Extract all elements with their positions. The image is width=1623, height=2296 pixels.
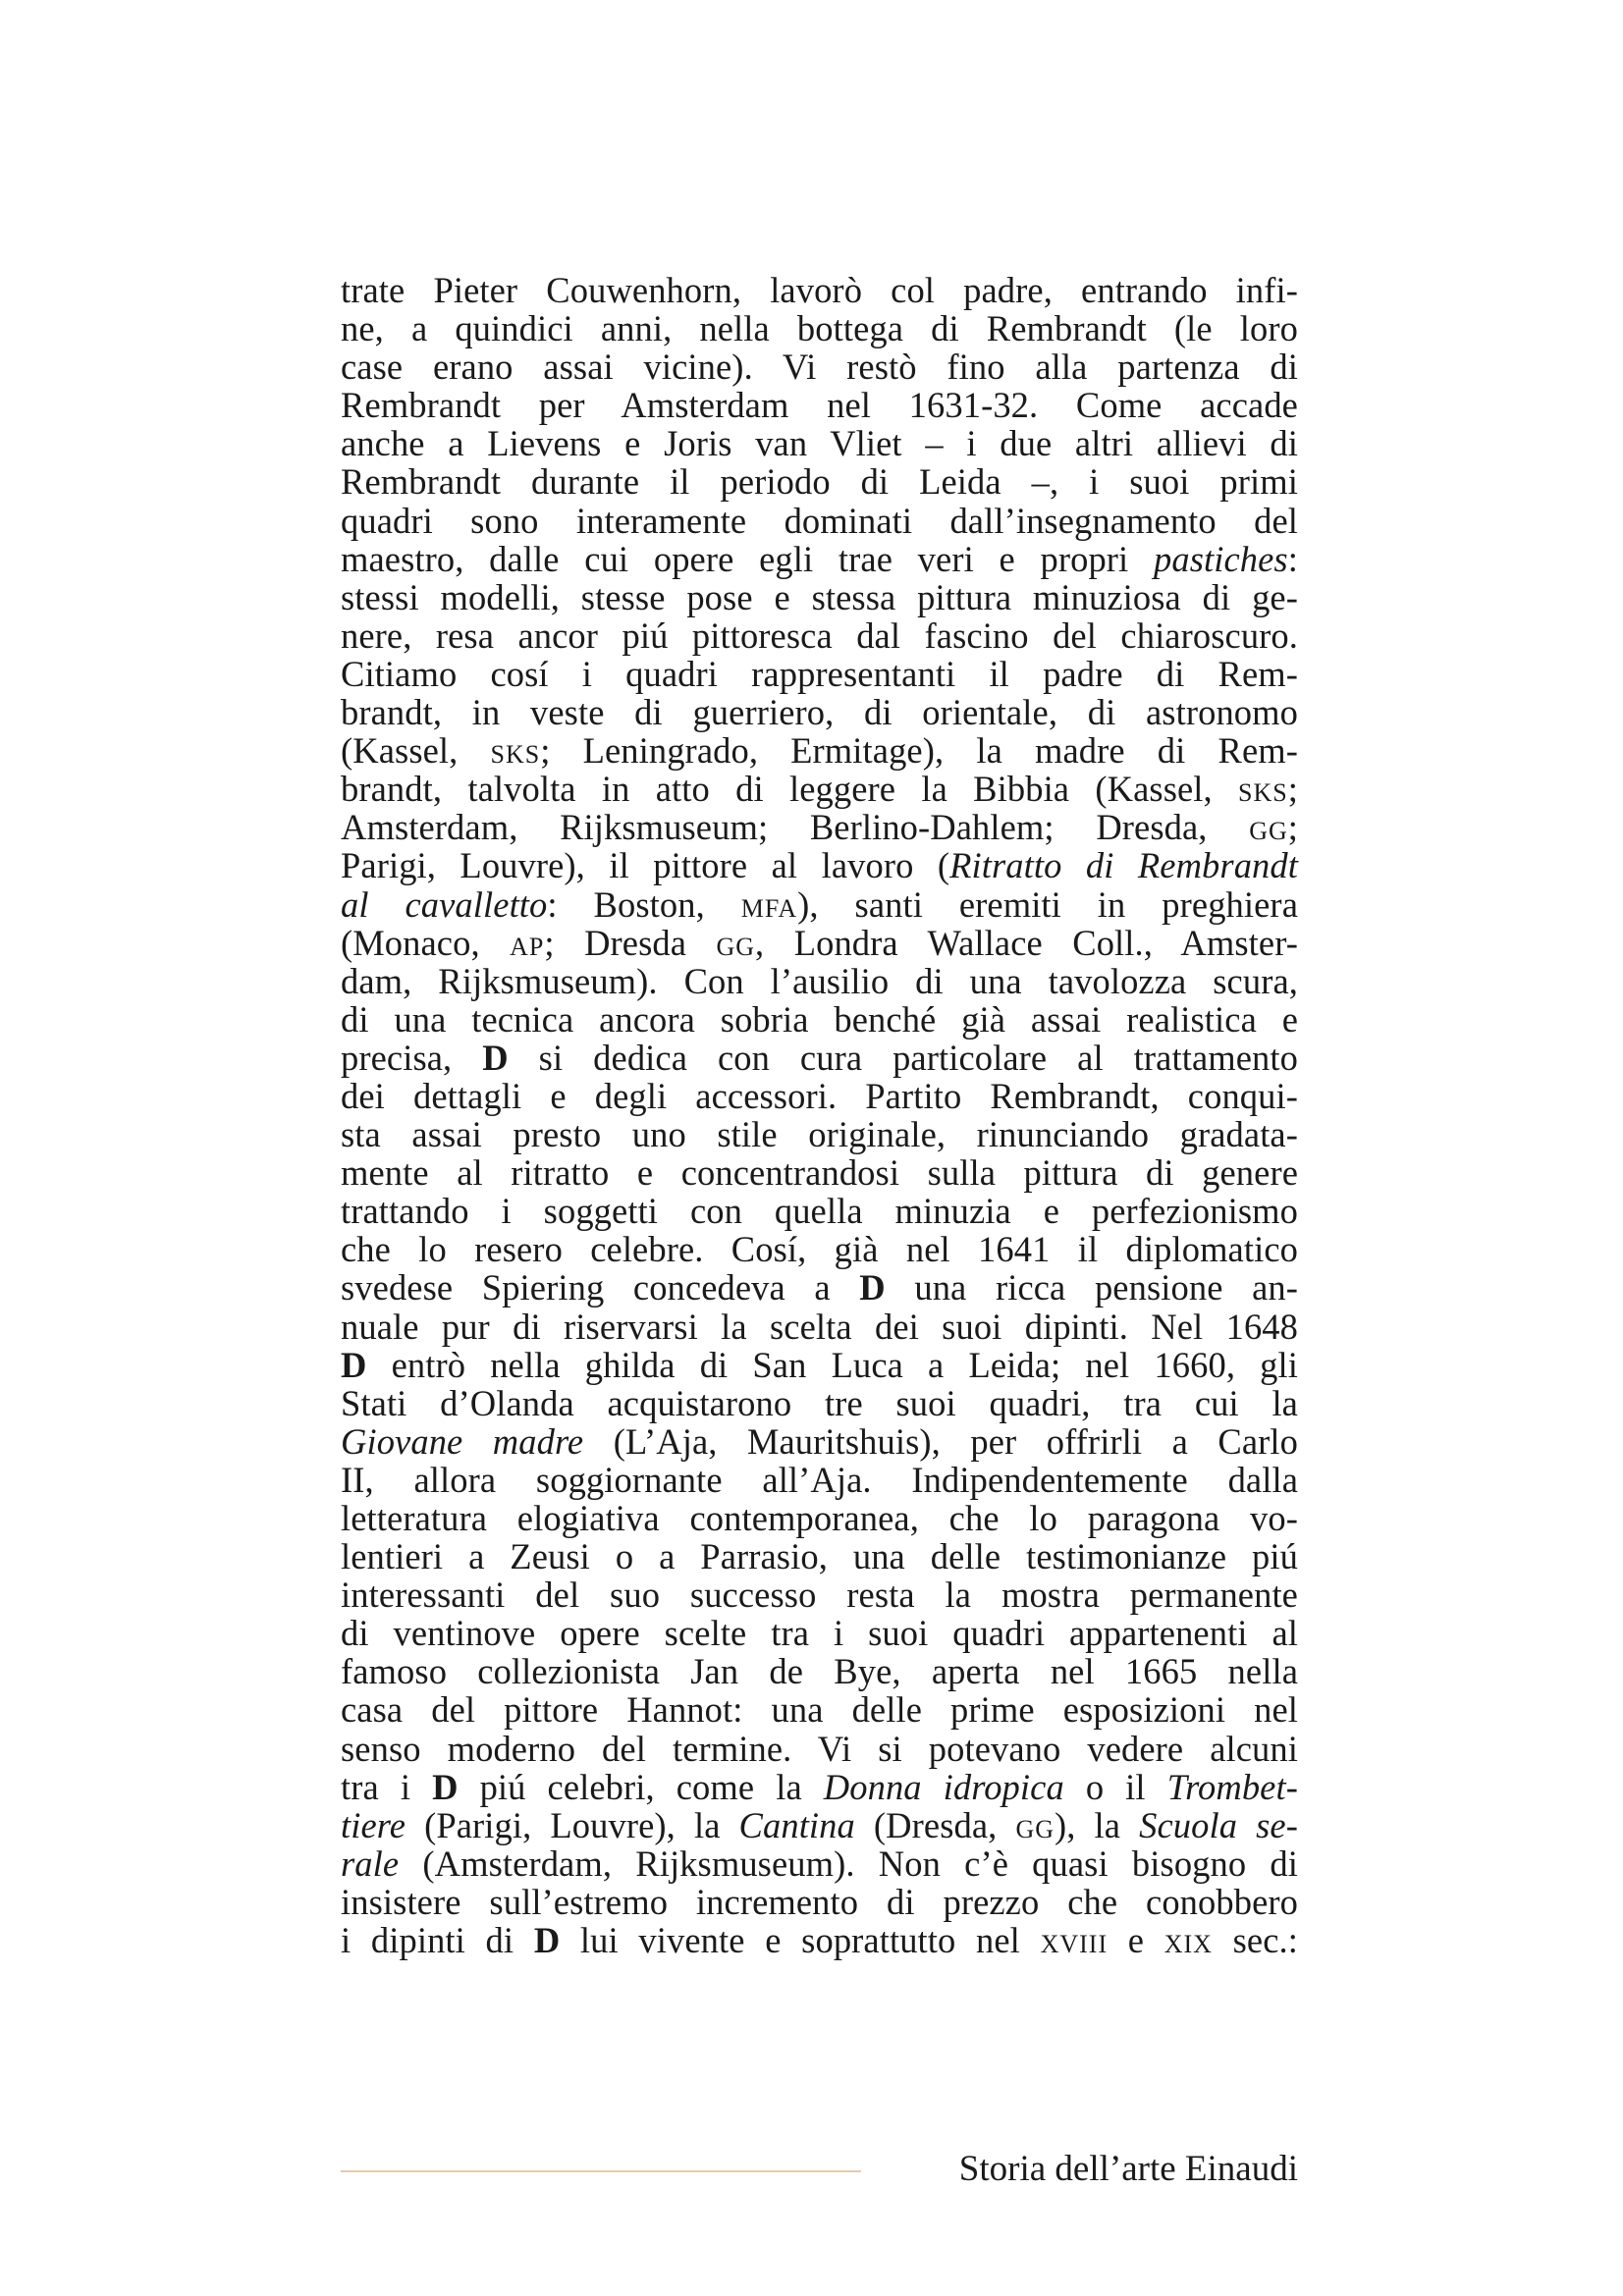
text-line: Citiamo cosí i quadri rappresentanti il padre di Rem-: [341, 653, 1298, 694]
text-line: [341, 924, 1298, 962]
page-footer: [341, 2145, 1298, 2194]
text-run: ;: [1287, 769, 1298, 810]
text-run: Parigi, Louvre), il pittore al lavoro (: [341, 845, 950, 886]
footer-rule: [341, 2170, 861, 2172]
text-run: Amsterdam, Rijksmuseum; Berlino-Dahlem; Dresda,: [341, 807, 1250, 848]
text-run: precisa,: [341, 1037, 483, 1078]
text-line: nuale pur di riservarsi la scelta dei suoi dipinti. Nel 1648: [341, 1306, 1298, 1347]
smallcaps-run: xviii: [1040, 1920, 1109, 1961]
text-line: [341, 1039, 1298, 1077]
italic-run: Scuola se-: [1139, 1804, 1298, 1845]
text-run: ; Leningrado, Ermitage), la madre di Rem-: [540, 730, 1298, 772]
text-line: che lo resero celebre. Cosí, già nel 1641 il diplomatico: [341, 1229, 1298, 1270]
smallcaps-run: xix: [1163, 1920, 1213, 1961]
text-line: interessanti del suo successo resta la mostra permanente: [341, 1575, 1298, 1616]
italic-run: Donna idropica: [823, 1766, 1064, 1807]
bold-run: D: [533, 1920, 561, 1961]
text-run: sec.:: [1212, 1920, 1298, 1961]
bold-run: D: [482, 1037, 509, 1078]
text-run: :: [1287, 538, 1298, 579]
text-line: II, allora soggiornante all’Aja. Indipendentemente dalla: [341, 1459, 1298, 1500]
text-line: trattando i soggetti con quella minuzia e perfezionismo: [341, 1191, 1298, 1232]
smallcaps-run: gg: [716, 922, 756, 963]
text-line: mente al ritratto e concentrandosi sulla pittura di genere: [341, 1152, 1298, 1194]
text-run: maestro, dalle cui opere egli trae veri e propri: [341, 538, 1154, 579]
text-run: piú celebri, come la: [458, 1766, 824, 1807]
smallcaps-run: gg: [1015, 1804, 1055, 1845]
text-run: , Londra Wallace Coll., Amster-: [755, 922, 1298, 963]
text-line: Rembrandt per Amsterdam nel 1631-32. Come accade: [341, 385, 1298, 426]
text-run: o il: [1063, 1766, 1167, 1807]
text-line: trate Pieter Couwenhorn, lavorò col padre, entrando infi-: [341, 270, 1298, 310]
italic-run: tiere: [341, 1804, 406, 1845]
smallcaps-run: ap: [510, 922, 545, 963]
text-run: (Parigi, Louvre), la: [406, 1804, 739, 1845]
text-line: [341, 1806, 1298, 1844]
bold-run: D: [432, 1766, 459, 1807]
text-run: ;: [1287, 807, 1298, 848]
smallcaps-run: sks: [490, 730, 541, 772]
text-line: [341, 1844, 1298, 1883]
text-run: una ricca pensione an-: [885, 1267, 1298, 1308]
text-line: anche a Lievens e Joris van Vliet – i due altri allievi di: [341, 423, 1298, 464]
text-line: di ventinove opere scelte tra i suoi quadri appartenenti al: [341, 1613, 1298, 1654]
text-run: ; Dresda: [544, 922, 717, 963]
text-line: letteratura elogiativa contemporanea, che lo paragona vo-: [341, 1498, 1298, 1538]
text-run: entrò nella ghilda di San Luca a Leida; nel 1660, gli: [366, 1344, 1298, 1385]
text-line: Rembrandt durante il periodo di Leida –, i suoi primi: [341, 461, 1298, 503]
text-line: ne, a quindici anni, nella bottega di Rembrandt (le loro: [341, 308, 1298, 349]
text-run: (Monaco,: [341, 922, 511, 963]
text-run: i dipinti di: [341, 1920, 534, 1961]
text-line: di una tecnica ancora sobria benché già assai realistica e: [341, 998, 1298, 1040]
text-line: famoso collezionista Jan de Bye, aperta nel 1665 nella: [341, 1651, 1298, 1692]
text-run: brandt, talvolta in atto di leggere la Bibbia (Kassel,: [341, 769, 1239, 810]
italic-run: Ritratto di Rembrandt: [949, 845, 1298, 886]
text-line: [341, 770, 1298, 808]
smallcaps-run: mfa: [740, 883, 798, 925]
text-line: [341, 731, 1298, 770]
italic-run: al cavalletto: [341, 883, 548, 925]
text-line: insistere sull’estremo incremento di prezzo che conobbero: [341, 1881, 1298, 1922]
text-line: dam, Rijksmuseum). Con l’ausilio di una tavolozza scura,: [341, 960, 1298, 1001]
body-text: [341, 271, 1298, 1959]
italic-run: Trombet-: [1166, 1766, 1298, 1807]
bold-run: D: [341, 1344, 367, 1385]
text-run: (L’Aja, Mauritshuis), per offrirli a Carlo: [583, 1420, 1298, 1462]
text-line: Stati d’Olanda acquistarono tre suoi quadri, tra cui la: [341, 1382, 1298, 1423]
text-run: (Kassel,: [341, 730, 491, 772]
text-line: lentieri a Zeusi o a Parrasio, una delle testimonianze piú: [341, 1536, 1298, 1577]
text-run: svedese Spiering concedeva a: [341, 1267, 860, 1308]
text-line: dei dettagli e degli accessori. Partito Rembrandt, conqui-: [341, 1075, 1298, 1116]
text-line: nere, resa ancor piú pittoresca dal fascino del chiaroscuro.: [341, 614, 1298, 656]
italic-run: Giovane madre: [341, 1420, 584, 1462]
text-run: tra i: [341, 1766, 433, 1807]
text-line: case erano assai vicine). Vi restò fino alla partenza di: [341, 347, 1298, 388]
text-line: [341, 1346, 1298, 1384]
text-line: brandt, in veste di guerriero, di orientale, di astronomo: [341, 692, 1298, 733]
text-line: casa del pittore Hannot: una delle prime esposizioni nel: [341, 1689, 1298, 1731]
italic-run: rale: [341, 1842, 400, 1884]
text-run: (Dresda,: [854, 1804, 1016, 1845]
italic-run: Cantina: [738, 1804, 855, 1845]
smallcaps-run: gg: [1249, 807, 1288, 848]
text-line: sta assai presto uno stile originale, rinunciando gradata-: [341, 1114, 1298, 1155]
text-run: ), la: [1055, 1804, 1140, 1845]
text-line: [341, 1768, 1298, 1806]
smallcaps-run: sks: [1238, 769, 1288, 810]
text-line: [341, 1268, 1298, 1307]
text-line: [341, 885, 1298, 924]
text-line: [341, 1921, 1298, 1959]
bold-run: D: [859, 1267, 886, 1308]
text-line: [341, 808, 1298, 846]
text-run: lui vivente e soprattutto nel: [560, 1920, 1041, 1961]
text-run: (Amsterdam, Rijksmuseum). Non c’è quasi bisogno di: [399, 1842, 1298, 1884]
text-line: senso moderno del termine. Vi si potevano vedere alcuni: [341, 1728, 1298, 1769]
text-line: [341, 540, 1298, 578]
text-line: quadri sono interamente dominati dall’insegnamento del: [341, 500, 1298, 541]
italic-run: pastiches: [1154, 538, 1288, 579]
text-run: ), santi eremiti in preghiera: [797, 883, 1298, 925]
text-line: stessi modelli, stesse pose e stessa pittura minuziosa di ge-: [341, 576, 1298, 617]
text-line: [341, 1422, 1298, 1461]
text-line: [341, 846, 1298, 884]
text-run: e: [1108, 1920, 1164, 1961]
text-run: si dedica con cura particolare al trattamento: [508, 1037, 1298, 1078]
text-run: : Boston,: [547, 883, 741, 925]
footer-title: Storia dell’arte Einaudi: [958, 2149, 1298, 2189]
